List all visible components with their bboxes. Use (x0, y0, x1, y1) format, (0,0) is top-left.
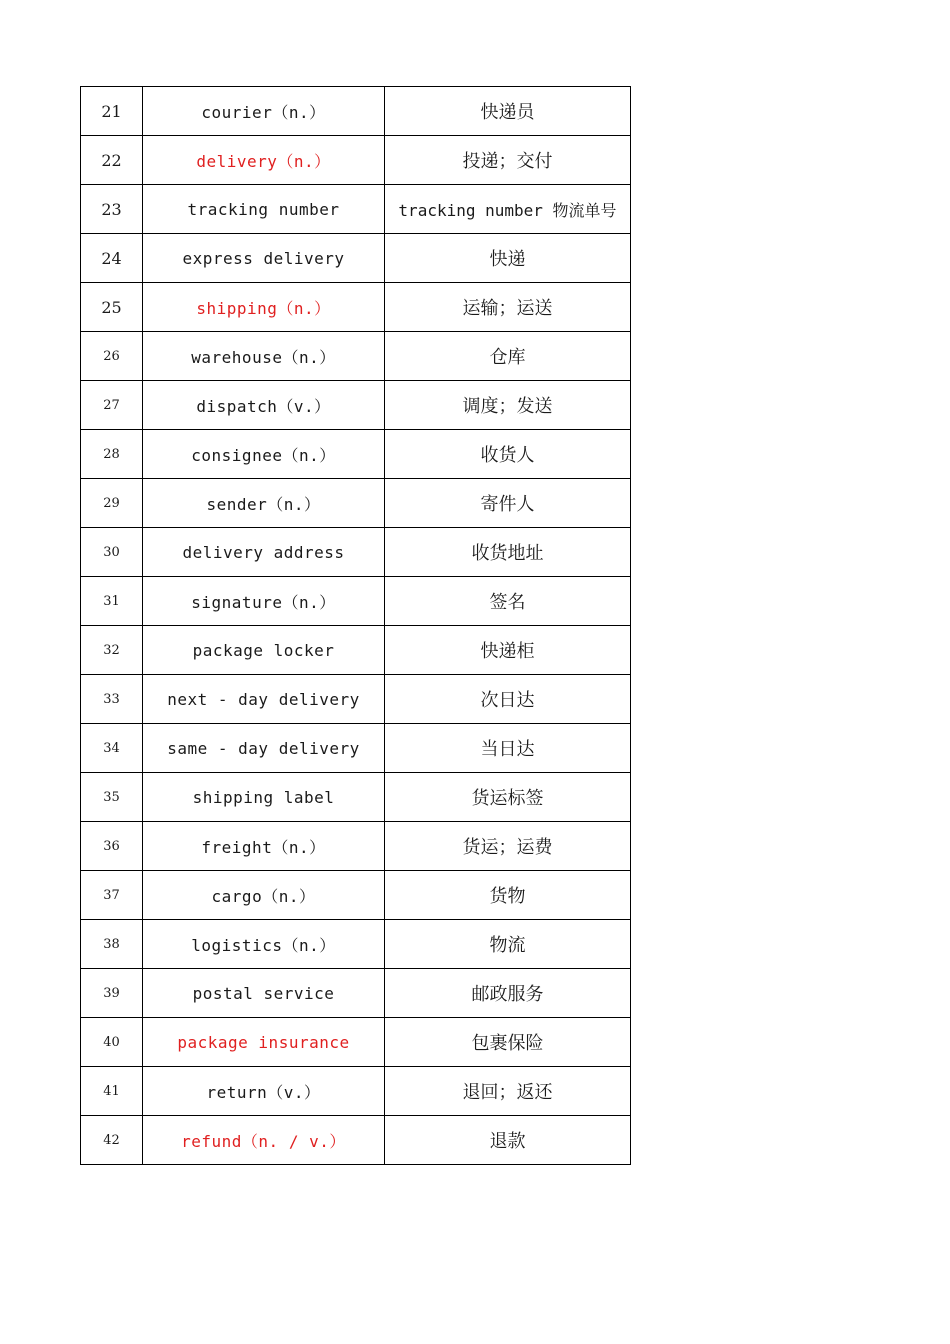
english-term: consignee（n.） (143, 430, 385, 479)
row-number: 37 (81, 871, 143, 920)
table-row (81, 332, 631, 381)
english-term-highlighted: refund（n. / v.） (143, 1116, 385, 1165)
table-row (81, 185, 631, 234)
english-term: warehouse（n.） (143, 332, 385, 381)
row-number: 28 (81, 430, 143, 479)
chinese-meaning: 邮政服务 (385, 969, 631, 1018)
row-number: 35 (81, 773, 143, 822)
english-term: dispatch（v.） (143, 381, 385, 430)
row-number: 39 (81, 969, 143, 1018)
chinese-meaning: 收货人 (385, 430, 631, 479)
english-term: express delivery (143, 234, 385, 283)
row-number: 21 (81, 87, 143, 136)
english-term: signature（n.） (143, 577, 385, 626)
vocabulary-table (80, 86, 631, 1165)
english-term: package locker (143, 626, 385, 675)
table-row (81, 381, 631, 430)
table-row (81, 136, 631, 185)
table-row (81, 234, 631, 283)
english-term-highlighted: delivery（n.） (143, 136, 385, 185)
row-number: 34 (81, 724, 143, 773)
english-term: shipping label (143, 773, 385, 822)
table-row (81, 430, 631, 479)
row-number: 36 (81, 822, 143, 871)
chinese-meaning: 退款 (385, 1116, 631, 1165)
table-row (81, 528, 631, 577)
chinese-meaning: 仓库 (385, 332, 631, 381)
table-row (81, 969, 631, 1018)
chinese-meaning: 快递 (385, 234, 631, 283)
table-row (81, 675, 631, 724)
row-number: 32 (81, 626, 143, 675)
english-term: sender（n.） (143, 479, 385, 528)
table-row (81, 479, 631, 528)
chinese-meaning: 收货地址 (385, 528, 631, 577)
chinese-meaning: 签名 (385, 577, 631, 626)
row-number: 42 (81, 1116, 143, 1165)
row-number: 22 (81, 136, 143, 185)
english-term: same - day delivery (143, 724, 385, 773)
row-number: 38 (81, 920, 143, 969)
english-term: courier（n.） (143, 87, 385, 136)
chinese-meaning: 寄件人 (385, 479, 631, 528)
chinese-meaning: 退回；返还 (385, 1067, 631, 1116)
row-number: 31 (81, 577, 143, 626)
chinese-meaning: 货物 (385, 871, 631, 920)
english-term: delivery address (143, 528, 385, 577)
chinese-meaning: 当日达 (385, 724, 631, 773)
table-row (81, 283, 631, 332)
table-row (81, 724, 631, 773)
row-number: 33 (81, 675, 143, 724)
english-term-highlighted: shipping（n.） (143, 283, 385, 332)
chinese-meaning: 运输；运送 (385, 283, 631, 332)
vocabulary-table-body (81, 87, 631, 1165)
table-row (81, 87, 631, 136)
row-number: 41 (81, 1067, 143, 1116)
english-term-highlighted: package insurance (143, 1018, 385, 1067)
table-row (81, 822, 631, 871)
chinese-meaning: 快递柜 (385, 626, 631, 675)
chinese-meaning: 包裹保险 (385, 1018, 631, 1067)
chinese-meaning: 物流 (385, 920, 631, 969)
english-term: postal service (143, 969, 385, 1018)
english-term: next - day delivery (143, 675, 385, 724)
table-row (81, 1116, 631, 1165)
table-row (81, 1018, 631, 1067)
chinese-meaning: 快递员 (385, 87, 631, 136)
chinese-meaning: 货运标签 (385, 773, 631, 822)
row-number: 29 (81, 479, 143, 528)
english-term: return（v.） (143, 1067, 385, 1116)
chinese-meaning: 货运；运费 (385, 822, 631, 871)
english-term: tracking number (143, 185, 385, 234)
chinese-meaning: 次日达 (385, 675, 631, 724)
row-number: 26 (81, 332, 143, 381)
row-number: 40 (81, 1018, 143, 1067)
row-number: 30 (81, 528, 143, 577)
table-row (81, 577, 631, 626)
chinese-meaning: 投递；交付 (385, 136, 631, 185)
chinese-meaning: tracking number 物流单号 (385, 185, 631, 234)
table-row (81, 1067, 631, 1116)
row-number: 23 (81, 185, 143, 234)
table-row (81, 920, 631, 969)
table-row (81, 871, 631, 920)
row-number: 25 (81, 283, 143, 332)
row-number: 27 (81, 381, 143, 430)
row-number: 24 (81, 234, 143, 283)
table-row (81, 773, 631, 822)
english-term: logistics（n.） (143, 920, 385, 969)
chinese-meaning: 调度；发送 (385, 381, 631, 430)
english-term: cargo（n.） (143, 871, 385, 920)
table-row (81, 626, 631, 675)
english-term: freight（n.） (143, 822, 385, 871)
